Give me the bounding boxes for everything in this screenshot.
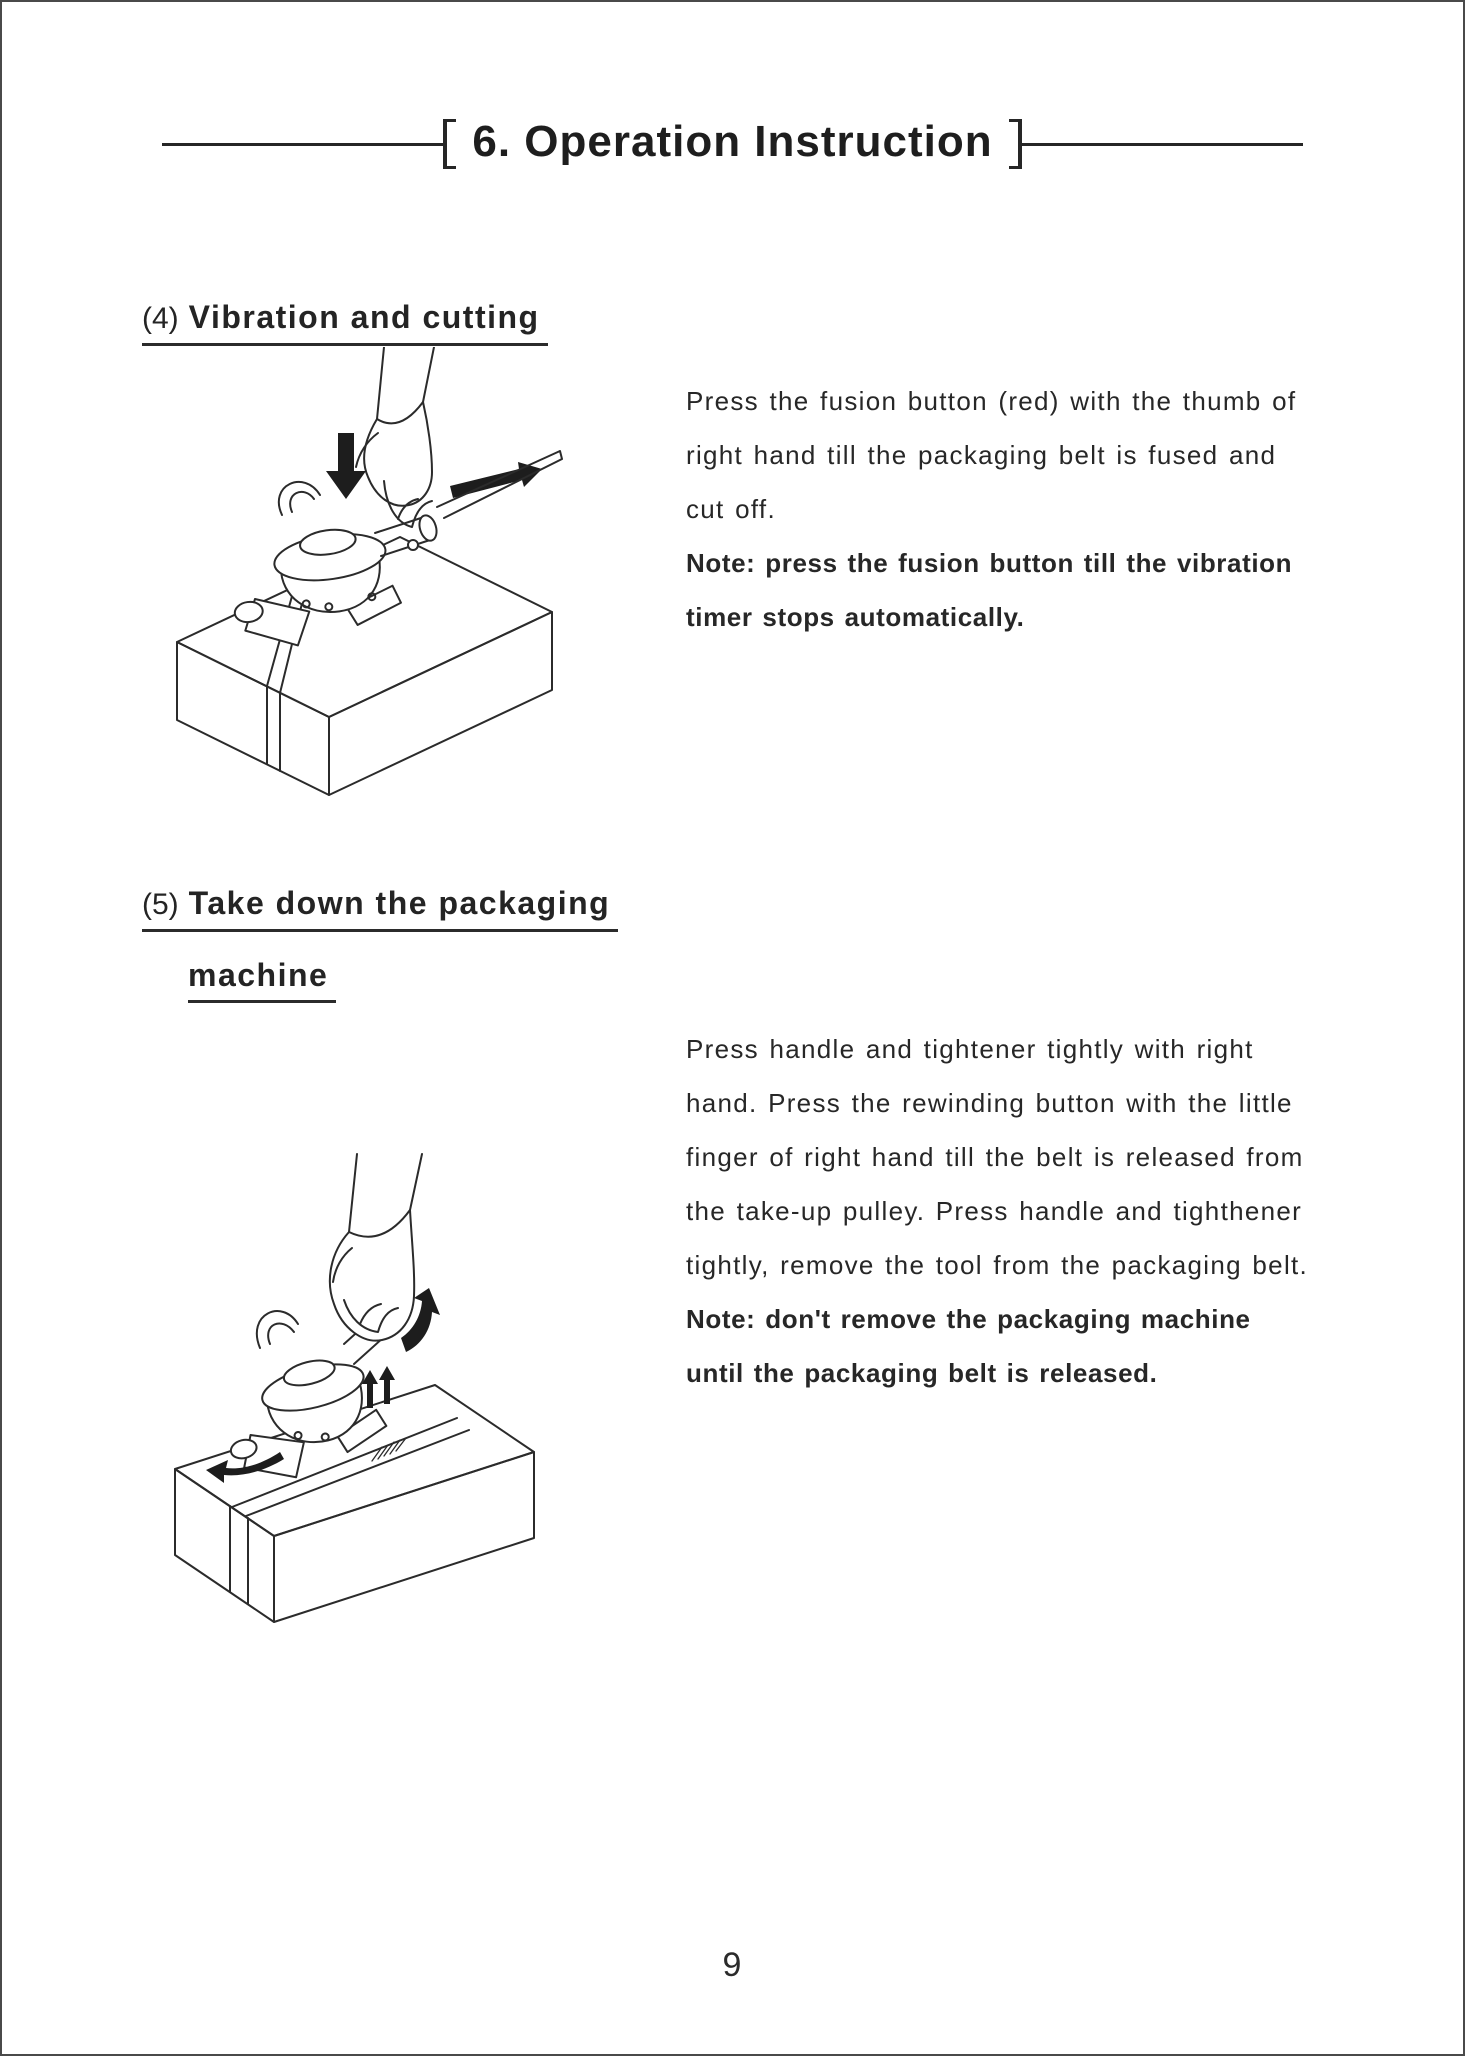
up-arrows-icon: [362, 1366, 395, 1408]
section5-number: (5): [142, 888, 179, 921]
note-line: Note: don't remove the packaging machine: [686, 1304, 1251, 1334]
note-line: until the packaging belt is released.: [686, 1358, 1158, 1388]
body-line: cut off.: [686, 494, 776, 524]
illustration-remove-machine: [122, 1152, 622, 1672]
page-title: 6. Operation Instruction: [472, 117, 993, 166]
note-line: Note: press the fusion button till the vibration: [686, 548, 1293, 578]
page-number: 9: [722, 1946, 743, 1984]
title-rule-right: [1022, 143, 1303, 146]
hand-gripping-handle: [330, 1154, 422, 1341]
section5-heading: [142, 887, 618, 1003]
title-bracket-left: [443, 119, 456, 169]
illustration-vibration-cutting: [132, 347, 602, 797]
section5-title-line1: Take down the packaging: [188, 885, 611, 921]
section5-paragraph: [686, 1022, 1386, 1400]
section5-title-line2: machine: [188, 959, 336, 1003]
down-arrow-icon: [326, 433, 366, 499]
hand-pressing-tool: [356, 347, 434, 527]
title-bracket-right: [1009, 119, 1022, 169]
section4-title: Vibration and cutting: [188, 299, 540, 335]
section4-heading: [142, 301, 548, 346]
note-line: timer stops automatically.: [686, 602, 1025, 632]
section4-paragraph: [686, 374, 1386, 644]
loop-handle: [257, 1311, 298, 1348]
body-line: the take-up pulley. Press handle and tighthener: [686, 1196, 1303, 1226]
body-line: Press the fusion button (red) with the thumb of: [686, 386, 1297, 416]
loop-handle: [279, 482, 320, 515]
title-bar: [2, 114, 1463, 174]
body-line: tightly, remove the tool from the packaging belt.: [686, 1250, 1309, 1280]
body-line: finger of right hand till the belt is released from: [686, 1142, 1304, 1172]
strapping-tool: [225, 482, 439, 654]
body-line: hand. Press the rewinding button with the little: [686, 1088, 1293, 1118]
body-line: right hand till the packaging belt is fused and: [686, 440, 1277, 470]
section4-number: (4): [142, 302, 179, 335]
title-rule-left: [162, 143, 443, 146]
body-line: Press handle and tightener tightly with right: [686, 1034, 1254, 1064]
